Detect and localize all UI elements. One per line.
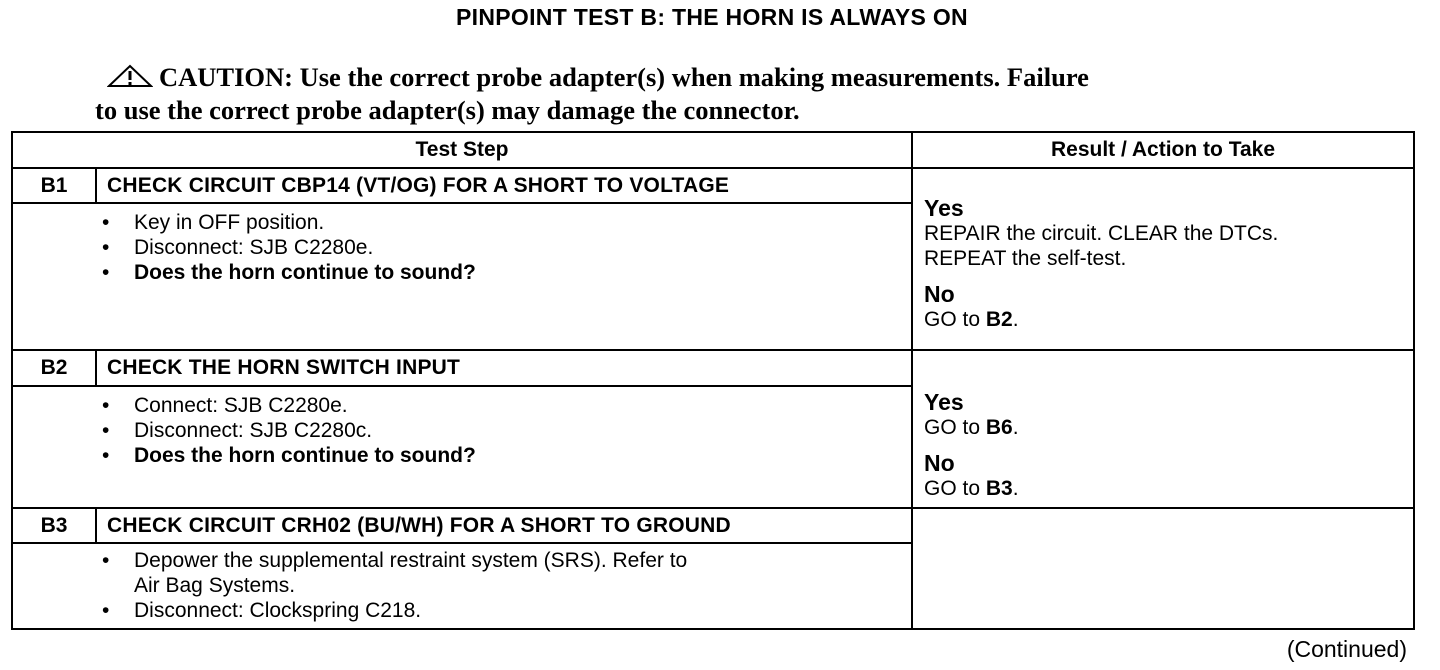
step-b2-result <box>912 350 1414 508</box>
list-item: • Disconnect: SJB C2280e. <box>102 236 374 260</box>
caution-notice <box>95 62 1295 126</box>
warning-triangle-icon <box>107 64 153 95</box>
no-label: No <box>924 450 955 476</box>
step-b2-instructions <box>96 386 912 508</box>
step-b1-title-row <box>12 168 1414 203</box>
step-link-b6[interactable]: B6 <box>985 416 1013 439</box>
caution-text-line2: to use the correct probe adapter(s) may damage the connector. <box>95 95 800 125</box>
pinpoint-test-table <box>11 131 1415 630</box>
header-result: Result / Action to Take <box>912 132 1414 168</box>
caution-text-line1: Use the correct probe adapter(s) when making measurements. Failure <box>299 62 1089 92</box>
yes-action: GO to B6. <box>924 416 1019 439</box>
yes-action-line1: REPAIR the circuit. CLEAR the DTCs. <box>924 222 1279 245</box>
no-action: GO to B3. <box>924 477 1019 500</box>
step-b3-result <box>912 508 1414 629</box>
step-title: CHECK CIRCUIT CBP14 (VT/OG) FOR A SHORT TO VOLTAGE <box>96 168 912 203</box>
list-item: • Disconnect: Clockspring C218. <box>102 599 422 622</box>
step-id: B2 <box>12 350 96 386</box>
list-item: • Connect: SJB C2280e. <box>102 393 348 417</box>
step-b3-instructions <box>96 543 912 629</box>
list-item: • Key in OFF position. <box>102 211 325 235</box>
list-item: • Disconnect: SJB C2280c. <box>102 418 373 442</box>
step-link-b3[interactable]: B3 <box>985 477 1013 500</box>
list-item: • Does the horn continue to sound? <box>102 261 476 285</box>
no-label: No <box>924 281 955 307</box>
page-title: PINPOINT TEST B: THE HORN IS ALWAYS ON <box>456 4 968 30</box>
step-b1-result <box>912 168 1414 350</box>
no-action: GO to B2. <box>924 308 1019 331</box>
step-link-b2[interactable]: B2 <box>985 308 1013 331</box>
step-title: CHECK THE HORN SWITCH INPUT <box>96 350 912 386</box>
yes-label: Yes <box>924 195 964 221</box>
header-test-step: Test Step <box>12 132 912 168</box>
continued-label: (Continued) <box>1286 636 1407 662</box>
yes-action-line2: REPEAT the self-test. <box>924 247 1127 270</box>
list-item: • Depower the supplemental restraint system (SRS). Refer to Air Bag Systems. <box>102 549 688 597</box>
table-header-row <box>12 132 1414 168</box>
yes-label: Yes <box>924 389 964 415</box>
step-b3-title-row <box>12 508 1414 543</box>
caution-label: CAUTION: <box>159 62 293 92</box>
step-id: B3 <box>12 508 96 543</box>
step-b2-title-row <box>12 350 1414 386</box>
step-b1-instructions <box>96 203 912 350</box>
step-title: CHECK CIRCUIT CRH02 (BU/WH) FOR A SHORT TO GROUND <box>96 508 912 543</box>
step-id: B1 <box>12 168 96 203</box>
list-item: • Does the horn continue to sound? <box>102 443 476 467</box>
